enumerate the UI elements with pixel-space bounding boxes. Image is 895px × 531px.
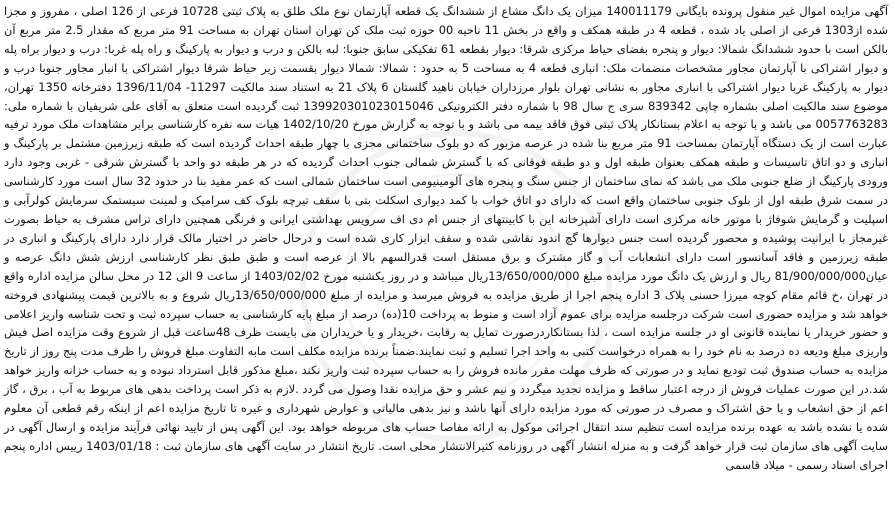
auction-notice-text: آگهی مزایده اموال غیر منقول پرونده بایگانی 140011179 میزان یک دانگ مشاع از ششدانگ یک قطعه آپارتمان نوع ملک طلق به پلاک ثبتی 10728 فرعی از 126 اصلی ، مفروز و مجزا شده از1303 فرعی از اصلی یاد شده ، قطعه 4 در طبقه همکف و واقع در بخش 11 ناحیه 00 حوزه ثبت ملک کن تهران استان تهران به مساحت 91 متر مربع که مقدار 2.5 متر مربع آن بالکن است با حدود ششدانگ شمالا: دیوار و پنجره بفضای حیاط مرکزی شرقا: دیوار بقطعه 61 تفکیکی سابق جنوبا: لبه بالکن و درب و دیوار به پارکینگ و راه پله غربا: درب و دیوار براه پله و دیوار اشتراکی با آپارتمان مجاور مشخصات منضمات ملک: انباری قطعه 4 به مساحت 5 به حدود : شمالا: شمالا دیوار بقسمت زیر حیاط شرقا دیوار اشتراکی با انبار مجاور جنوبا درب و دیوار به پارکینگ غربا دیوار اشتراکی با انباری مجاور به نشانی تهران بلوار مرزداران خیابان ناهید گلستان 6 پلاک 21 به استناد سند مالکیت 11297- 1396/11/04 دفترخانه 1350 تهران، موضوع سند مالکیت اصلی بشماره چاپی 839342 سری ج سال 98 با شماره دفتر الکترونیکی 139920301023015046 ثبت گردیده است متعلق به آقای علی شریفیان با شماره ملی: 0057763283 می باشد و با توجه به اعلام بستانکار پلاک ثبتی فوق فاقد بیمه می باشد و با توجه به گزارش مورخ 1402/10/20 هیات سه نفره کارشناسی برابر مشاهدات ملک مورد ترفیه عبارت است از یک دستگاه آپارتمان بمساحت 91 متر مربع بنا شده در عرصه مزبور که دو بلوک ساختمانی مجزی با چهار طبقه احداث گردیده است که طبقه زیرزمین مشتمل بر پارکینگ و انباری و دو اتاق تاسیسات و طبقه همکف بعنوان طبقه اول و دو طبقه فوقانی که با گسترش شمالی جنوب احداث گردیده که در هر طبقه دو واحد با گسترش شرقی - غربی وجود دارد ورودی پارکینگ از ضلع جنوبی ملک می باشد که نمای ساختمان از جنس سنگ و پنجره های آلومینیومی است ساختمان شمالی است که عمر مفید بنا در حدود 32 سال است مورد کارشناسی در سمت شرق طبقه اول از بلوک جنوبی ساختمان واقع است که دارای دو اتاق خواب با کمد دیواری اسکلت بتی با سقف تیرچه بلوک کف سرامیک و لمینت سیستمک سرمایش کولرآبی و اسپلیت و گرمایش شوفاژ با موتور خانه مرکزی است دارای آشپزخانه این با کابینتهای از جنس ام دی اف سرویس بهداشتی ایرانی و فرنگی همچنین دارای تراس مشرف به حیاط بصورت غیرمجاز با ایرانیت پوشیده و محصور گردیده است جنس دیوارها گچ اندود نقاشی شده و سقف ابزار کاری شده است و درحال حاضر در اختیار مالک قرار دارد دارای پارکینگ و انباری در طبقه زیرزمین و فاقد آسانسور است دارای انشعابات آب و گاز مشترک و برق مستقل است قدرالسهم بالا از عرصه است و طبق طبق نظر کارشناسی ارزش شش دانگ عرصه و عیان81/900/000/000 ریال و ارزش یک دانگ مورد مزایده مبلغ 13/650/000/000ریال میباشد و در روز یکشنبه مورخ 1403/02/02 از ساعت 9 الی 12 در محل سالن مزایده اداره واقع در تهران ،خ قائم مقام کوچه میرزا حسنی پلاک 3 اداره پنجم اجرا از طریق مزایده به فروش میرسد و مزایده از مبلغ 13/650/000/000ریال شروع و به بالاترین قیمت پیشنهادی فروخته خواهد شد و مزایده حضوری است شرکت درجلسه مزایده برای عموم آزاد است و منوط به پرداخت 10(ده) درصد از مبلغ پایه کارشناسی به حساب سپرده ثبت و تحت شناسه واریز اعلامی و حضور خریدار یا نماینده قانونی او در جلسه مزایده است ، لذا بستانکاردرصورت تمایل به رقابت ،خریدار و یا خریداران می بایست ظرف 48ساعت قبل از شروع وقت مزایده اصل فیش واریزی مبلغ ودیعه ده درصد به نام خود را به همراه درخواست کتبی به واحد اجرا تسلیم و ثبت نمایند.ضمناً برنده مزایده مکلف است مابه التفاوت مبلغ فروش را ظرف مدت پنج روز از تاریخ مزایده به حساب صندوق ثبت تودیع نماید و در صورتی که ظرف مهلت مقرر مانده فروش را به حساب سپرده ثبت واریز نکند ،مبلغ مذکور قابل استرداد نبوده و به حساب خزانه واریز خواهد شد.در این صورت عملیات فروش از درجه اعتبار ساقط و مزایده تجدید میگردد و نیم عشر و حق مزایده نقدا وصول می گردد .لازم به ذکر است پرداخت بدهی های مربوط به آب ، برق ، گاز اعم از حق انشعاب و یا حق اشتراک و مصرف در صورتی که مورد مزایده دارای آنها باشد و نیز بدهی مالیاتی و عوارض شهرداری و غیره تا تاریخ مزایده اعم از اینکه رقم قطعی آن معلوم شده یا نشده باشد به عهده برنده مزایده است تنظیم سند انتقال اجرائی موکول به ارائه مفاصا حساب های مربوطه خواهد بود. این آگهی پس از تایید نهائی فرآیند مزایده و ارسال آگهی در سایت آگهی های سازمان ثبت قرار خواهد گرفت و به منزله انتشار آگهی در روزنامه کثیرالانتشار محلی است. تاریخ انتشار در سایت آگهی های سازمان ثبت : 1403/01/18 رییس اداره پنجم اجرای اسناد رسمی - میلاد قاسمی bbox=[4, 4, 889, 472]
